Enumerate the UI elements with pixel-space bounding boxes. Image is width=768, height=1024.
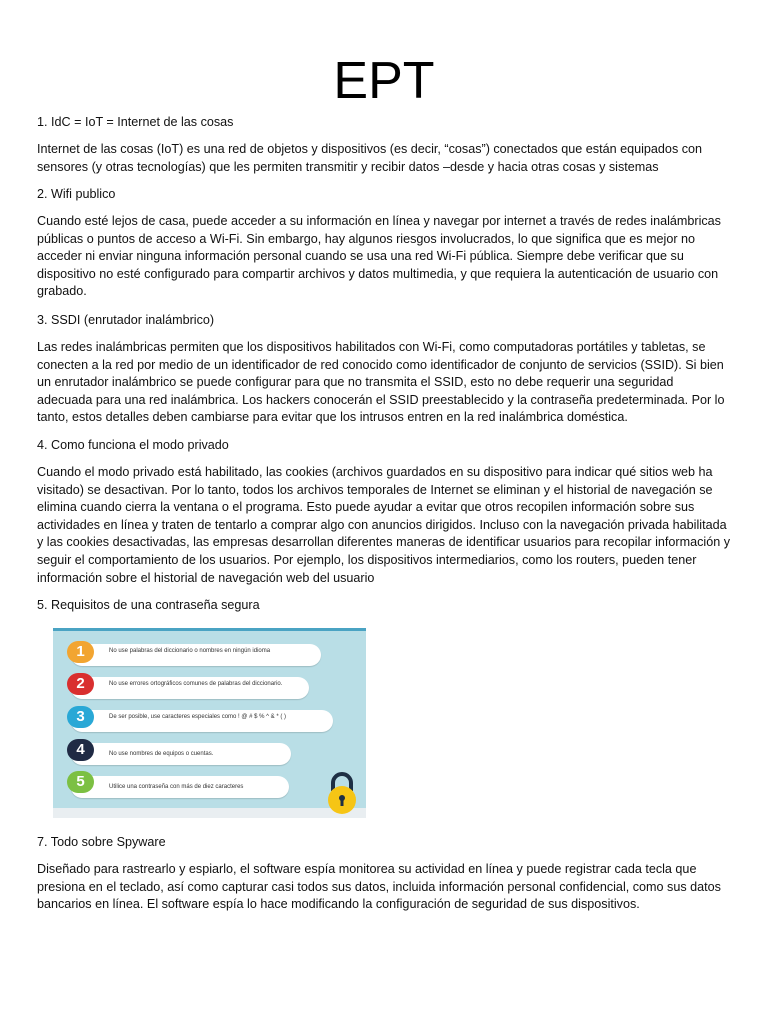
password-requirements-image (53, 628, 366, 818)
section-1-body: Internet de las cosas (IoT) es una red de objetos y dispositivos (es decir, “cosas”) conectados que están equipados con sensores (y otras tecnologías) que les permiten transmitir y recibir datos –desde y hacia otras cosas y sistemas (37, 142, 703, 174)
tip-number-badge-5 (67, 771, 94, 793)
section-4-heading: 4. Como funciona el modo privado (37, 438, 229, 452)
section-4-body: Cuando el modo privado está habilitado, las cookies (archivos guardados en su dispositivo para indicar qué sitios web ha visitado) se desactivan. Por lo tanto, todos los archivos temporales de Internet se eliminan y el historial de navegación se elimina cuando cierra la ventana o el programa. Esto puede ayudar a evitar que otros recopilen información sobre sus actividades en línea y traten de tentarlo a comprar algo con anuncios dirigidos. Incluso con la navegación privada habilitada y las cookies desactivadas, las empresas desarrollan diferentes maneras de identificar usuarios para recopilar información y seguir el comportamiento de los usuarios. Por ejemplo, los dispositivos intermediarios, como los routers, pueden tener información sobre el historial de navegación web del usuario (37, 465, 730, 585)
password-tip-4-text: No use nombres de equipos o cuentas. (109, 751, 214, 757)
password-tip-2-text: No use errores ortográficos comunes de palabras del diccionario. (109, 681, 283, 687)
section-1-heading: 1. IdC = IoT = Internet de las cosas (37, 115, 234, 129)
tip-number-badge-2 (67, 673, 94, 695)
image-bottom-strip (53, 808, 366, 818)
section-2-heading: 2. Wifi publico (37, 187, 116, 201)
tip-number-1: 1 (76, 643, 85, 660)
section-5-heading: 5. Requisitos de una contraseña segura (37, 598, 260, 612)
password-tip-5-text: Utilice una contraseña con más de diez caracteres (109, 784, 244, 790)
section-2-body: Cuando esté lejos de casa, puede acceder a su información en línea y navegar por internet a través de redes inalámbricas públicas o puntos de acceso a Wi-Fi. Sin embargo, hay algunos riesgos involucrados, lo que significa que es mejor no acceder ni enviar ninguna información personal cuando se usa una red Wi-Fi pública. Siempre debe verificar que su dispositivo no esté configurado para compartir archivos y datos multimedia, y que requiera la autenticación de usuario con grabado. (37, 214, 721, 299)
document-title: EPT (333, 52, 435, 110)
tip-number-badge-3 (67, 706, 94, 728)
section-7-body: Diseñado para rastrearlo y espiarlo, el software espía monitorea su actividad en línea y puede registrar cada tecla que presiona en el teclado, así como capturar casi todos sus datos, incluida información personal confidencial, como sus datos bancarios en línea. El software espía lo hace modificando la configuración de seguridad de sus dispositivos. (37, 862, 721, 912)
password-tip-3-text: De ser posible, use caracteres especiales como ! @ # $ % ^ & * ( ) (109, 714, 286, 720)
tip-number-5: 5 (76, 773, 85, 790)
tip-number-3: 3 (76, 708, 85, 725)
password-tip-3 (71, 710, 333, 732)
tip-number-badge-1 (67, 641, 94, 663)
password-tip-1-text: No use palabras del diccionario o nombres en ningún idioma (109, 648, 271, 654)
section-3-body: Las redes inalámbricas permiten que los dispositivos habilitados con Wi-Fi, como computadoras portátiles y tabletas, se conecten a la red por medio de un identificador de red conocido como identificador de conjunto de servicios (SSID). Si bien un enrutador inalámbrico se puede configurar para que no transmita el SSID, esto no debe requerir una seguridad adecuada para una red inalámbrica. Los hackers conocerán el SSID preestablecido y la contraseña predeterminada. Por lo tanto, estos detalles deben cambiarse para evitar que los intrusos entren en la red inalámbrica doméstica. (37, 340, 725, 425)
tip-number-badge-4 (67, 739, 94, 761)
image-top-bar (53, 628, 366, 631)
section-3-heading: 3. SSDI (enrutador inalámbrico) (37, 313, 215, 327)
password-tip-5 (71, 776, 289, 798)
tip-number-4: 4 (76, 741, 85, 758)
password-tip-2 (71, 677, 309, 699)
password-tip-4 (71, 743, 291, 765)
tip-number-2: 2 (76, 675, 85, 692)
padlock-icon (323, 771, 361, 815)
section-7-heading: 7. Todo sobre Spyware (37, 835, 166, 849)
password-tip-1 (71, 644, 321, 666)
